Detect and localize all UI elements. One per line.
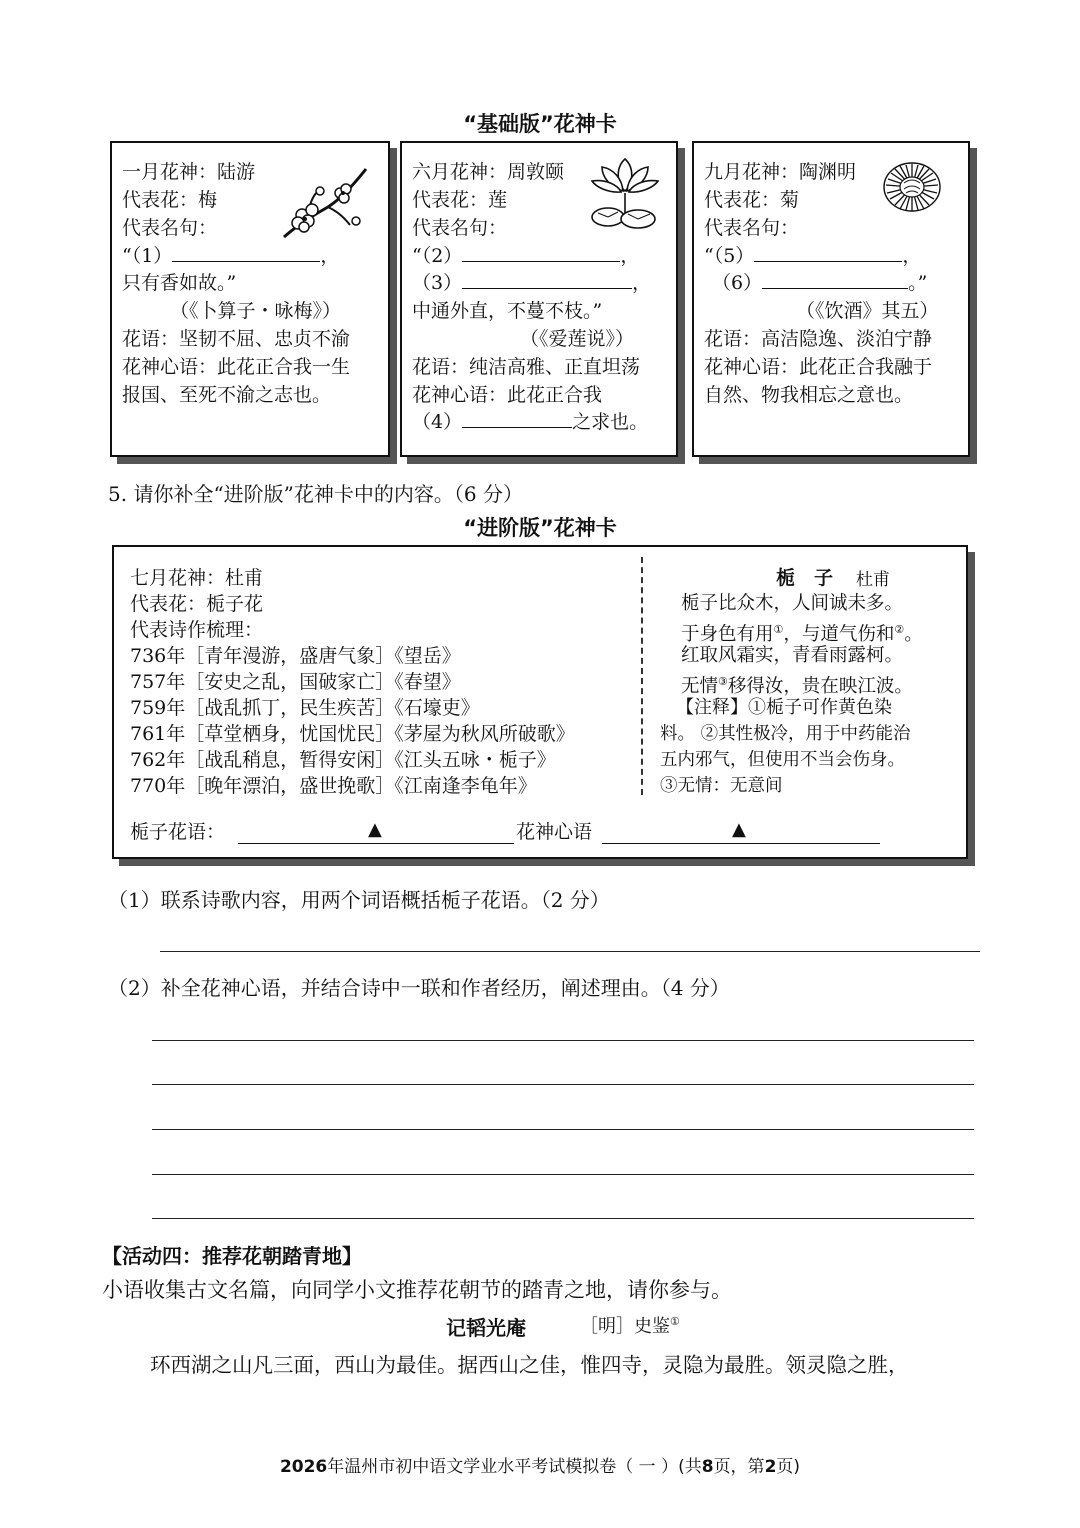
divider <box>641 557 643 795</box>
flower-card-september <box>692 141 970 457</box>
poem-note: 【注释】①栀子可作黄色染 <box>676 697 892 718</box>
answer-line[interactable] <box>152 1218 974 1219</box>
essay-text: 环西湖之山凡三面，西山为最佳。据西山之佳，惟四寺，灵隐为最胜。领灵隐之胜， <box>150 1353 909 1377</box>
poem-title: 栀 子 <box>776 567 834 589</box>
card-line: 花神心语：此花正合我 <box>412 384 603 406</box>
poem-timeline-row: 770年［晚年漂泊，盛世挽歌］《江南逢李龟年》 <box>130 775 537 797</box>
card-line: 代表名句： <box>412 217 508 239</box>
card-line: 代表名句： <box>704 217 800 239</box>
card-line: 花神心语：此花正合我融于 <box>704 356 933 378</box>
flower-card-january <box>110 141 390 457</box>
heart-words-blank[interactable] <box>602 843 880 844</box>
card-line: 代表名句： <box>122 217 218 239</box>
card-line: 代表花：栀子花 <box>130 593 264 615</box>
card-line: 七月花神：杜甫 <box>130 567 264 589</box>
card-line: 花语：高洁隐逸、淡泊宁静 <box>704 328 933 350</box>
card-source: （《卜算子・咏梅》） <box>170 300 342 322</box>
poem-timeline-row: 762年［战乱稍息，暂得安闲］《江头五咏・栀子》 <box>130 749 556 771</box>
poem-line: 红取风霜实，青看雨露柯。 <box>681 645 904 666</box>
heart-words-label: 花神心语 <box>516 821 593 843</box>
essay-title: 记韬光庵 <box>446 1316 526 1340</box>
answer-line[interactable] <box>160 951 980 952</box>
essay-author: ［明］史鉴① <box>580 1315 680 1337</box>
answer-line[interactable] <box>152 1129 974 1130</box>
quote-blank-3: （3） ， <box>412 272 652 294</box>
advanced-card-title: “进阶版”花神卡 <box>463 516 617 540</box>
answer-blank[interactable] <box>462 409 572 428</box>
activity-4-intro: 小语收集古文名篇，向同学小文推荐花朝节的踏青之地，请你参与。 <box>102 1278 732 1302</box>
quote-blank-5: “（5） ， <box>704 245 922 267</box>
card-line: 代表诗作梳理： <box>130 619 264 641</box>
flower-language-label: 栀子花语： <box>130 821 226 843</box>
marker-triangle: ▲ <box>368 819 382 840</box>
card-line: 只有香如故。” <box>122 272 237 294</box>
lotus-icon <box>588 155 662 231</box>
basic-card-title: “基础版”花神卡 <box>463 112 617 136</box>
answer-blank[interactable] <box>172 243 320 262</box>
answer-line[interactable] <box>152 1174 974 1175</box>
flower-language-blank[interactable] <box>238 843 514 844</box>
poem-note: 五内邪气，但使用不当会伤身。 <box>660 750 905 770</box>
quote-blank-4: （4） 之求也。 <box>412 411 649 433</box>
answer-line[interactable] <box>152 1084 974 1085</box>
poem-timeline-row: 759年［战乱抓丁，民生疾苦］《石壕吏》 <box>130 697 480 719</box>
answer-line[interactable] <box>152 1040 974 1041</box>
poem-timeline-row: 736年［青年漫游，盛唐气象］《望岳》 <box>130 645 461 667</box>
poem-line: 栀子比众木，人间诚未多。 <box>681 593 904 614</box>
poem-timeline-row: 761年［草堂栖身，忧国忧民］《茅屋为秋风所破歌》 <box>130 723 575 745</box>
card-line: 中通外直，不蔓不枝。” <box>412 300 603 322</box>
answer-blank[interactable] <box>462 243 620 262</box>
poem-line: 无情③移得汝，贵在映江波。 <box>681 675 913 698</box>
chrysanthemum-icon <box>880 157 944 217</box>
quote-blank-2: “（2） ， <box>412 245 640 267</box>
card-line: 花语：坚韧不屈、忠贞不渝 <box>122 328 351 350</box>
card-line: 代表花：莲 <box>412 189 508 211</box>
page-footer: 2026年温州市初中语文学业水平考试模拟卷（ 一 ）(共8页，第2页) <box>279 1457 801 1477</box>
answer-blank[interactable] <box>754 243 902 262</box>
flower-card-june <box>400 141 678 457</box>
poem-note: 料。 ②其性极冷，用于中药能治 <box>660 724 911 744</box>
poem-timeline-row: 757年［安史之乱，国破家亡］《春望》 <box>130 671 461 693</box>
advanced-flower-card <box>112 545 968 859</box>
marker-triangle: ▲ <box>732 819 746 840</box>
sub-question-1: （1）联系诗歌内容，用两个词语概括栀子花语。（2 分） <box>108 888 610 912</box>
question-5-prompt: 5. 请你补全“进阶版”花神卡中的内容。（6 分） <box>108 482 523 506</box>
card-line: 六月花神：周敦颐 <box>412 161 565 183</box>
activity-4-heading: 【活动四：推荐花朝踏青地】 <box>102 1244 362 1268</box>
card-line: 九月花神：陶渊明 <box>704 161 857 183</box>
answer-blank[interactable] <box>462 270 632 289</box>
card-line: 自然、物我相忘之意也。 <box>704 384 914 406</box>
card-line: 花语：纯洁高雅、正直坦荡 <box>412 356 641 378</box>
poem-note: ③无情：无意间 <box>660 776 783 796</box>
card-line: 代表花：菊 <box>704 189 800 211</box>
card-line: 一月花神：陆游 <box>122 161 256 183</box>
sub-question-2: （2）补全花神心语，并结合诗中一联和作者经历，阐述理由。（4 分） <box>108 976 730 1000</box>
card-source: （《饮酒》其五） <box>796 300 939 322</box>
quote-blank-1: “（1） ， <box>122 245 340 267</box>
card-line: 报国、至死不渝之志也。 <box>122 384 332 406</box>
card-line: 代表花：梅 <box>122 189 218 211</box>
poem-line: 于身色有用①，与道气伤和②。 <box>681 623 923 646</box>
card-source: （《爱莲说》） <box>520 328 635 350</box>
plum-blossom-icon <box>280 163 372 241</box>
card-line: 花神心语：此花正合我一生 <box>122 356 351 378</box>
answer-blank[interactable] <box>762 270 908 289</box>
quote-blank-6: （6） 。” <box>712 272 928 294</box>
poem-author: 杜甫 <box>856 570 890 590</box>
